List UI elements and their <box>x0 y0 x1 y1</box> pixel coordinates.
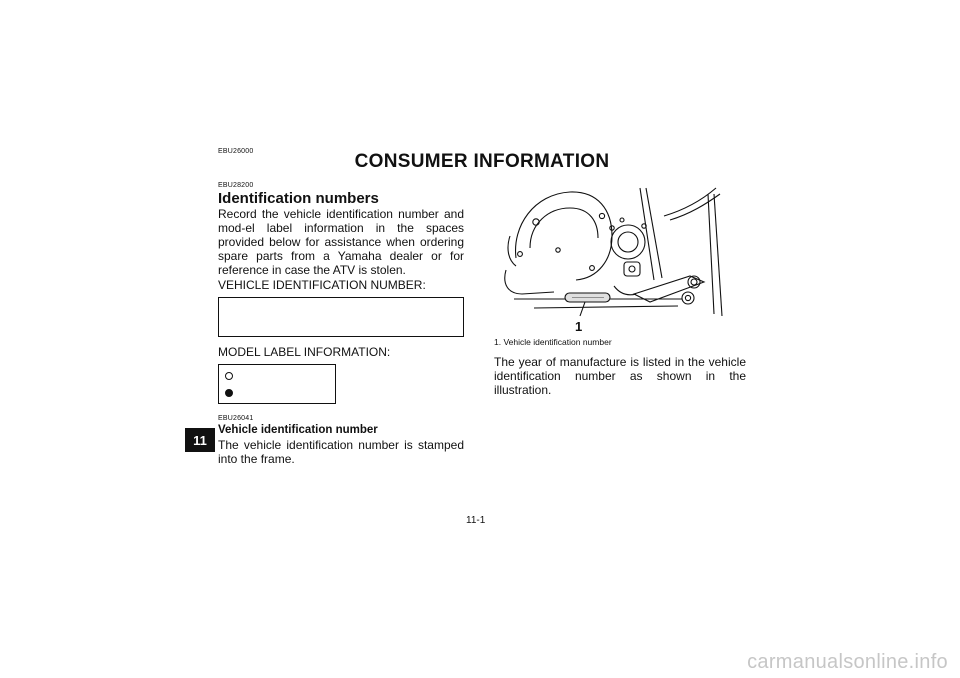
identification-heading: Identification numbers <box>218 190 379 207</box>
callout-number: 1 <box>575 319 583 334</box>
filled-circle-icon <box>225 389 233 397</box>
frame-illustration <box>494 186 724 332</box>
chapter-tab: 11 <box>185 428 215 452</box>
vin-record-box <box>218 297 464 337</box>
identification-code: EBU28200 <box>218 182 254 189</box>
vin-section-heading: Vehicle identification number <box>218 424 378 436</box>
page-title: CONSUMER INFORMATION <box>354 151 610 172</box>
year-of-manufacture-text: The year of manufacture is listed in the vehicle identification number as shown in the illustration. <box>494 355 746 397</box>
model-label: MODEL LABEL INFORMATION: <box>218 345 391 359</box>
page-number: 11-1 <box>466 515 486 526</box>
section-code: EBU26000 <box>218 148 254 155</box>
vin-section-code: EBU26041 <box>218 415 254 422</box>
hollow-circle-icon <box>225 372 233 380</box>
watermark: carmanualsonline.info <box>747 651 948 673</box>
model-label-box <box>218 364 336 404</box>
vin-section-paragraph: The vehicle identification number is stamped into the frame. <box>218 438 464 466</box>
vin-label: VEHICLE IDENTIFICATION NUMBER: <box>218 278 426 292</box>
identification-paragraph: Record the vehicle identification number and mod-el label information in the spaces provided below for assistance when ordering spare parts from a Yamaha dealer or for reference in case the ATV is stolen. <box>218 207 464 277</box>
illustration-caption: 1. Vehicle identification number <box>494 337 612 347</box>
